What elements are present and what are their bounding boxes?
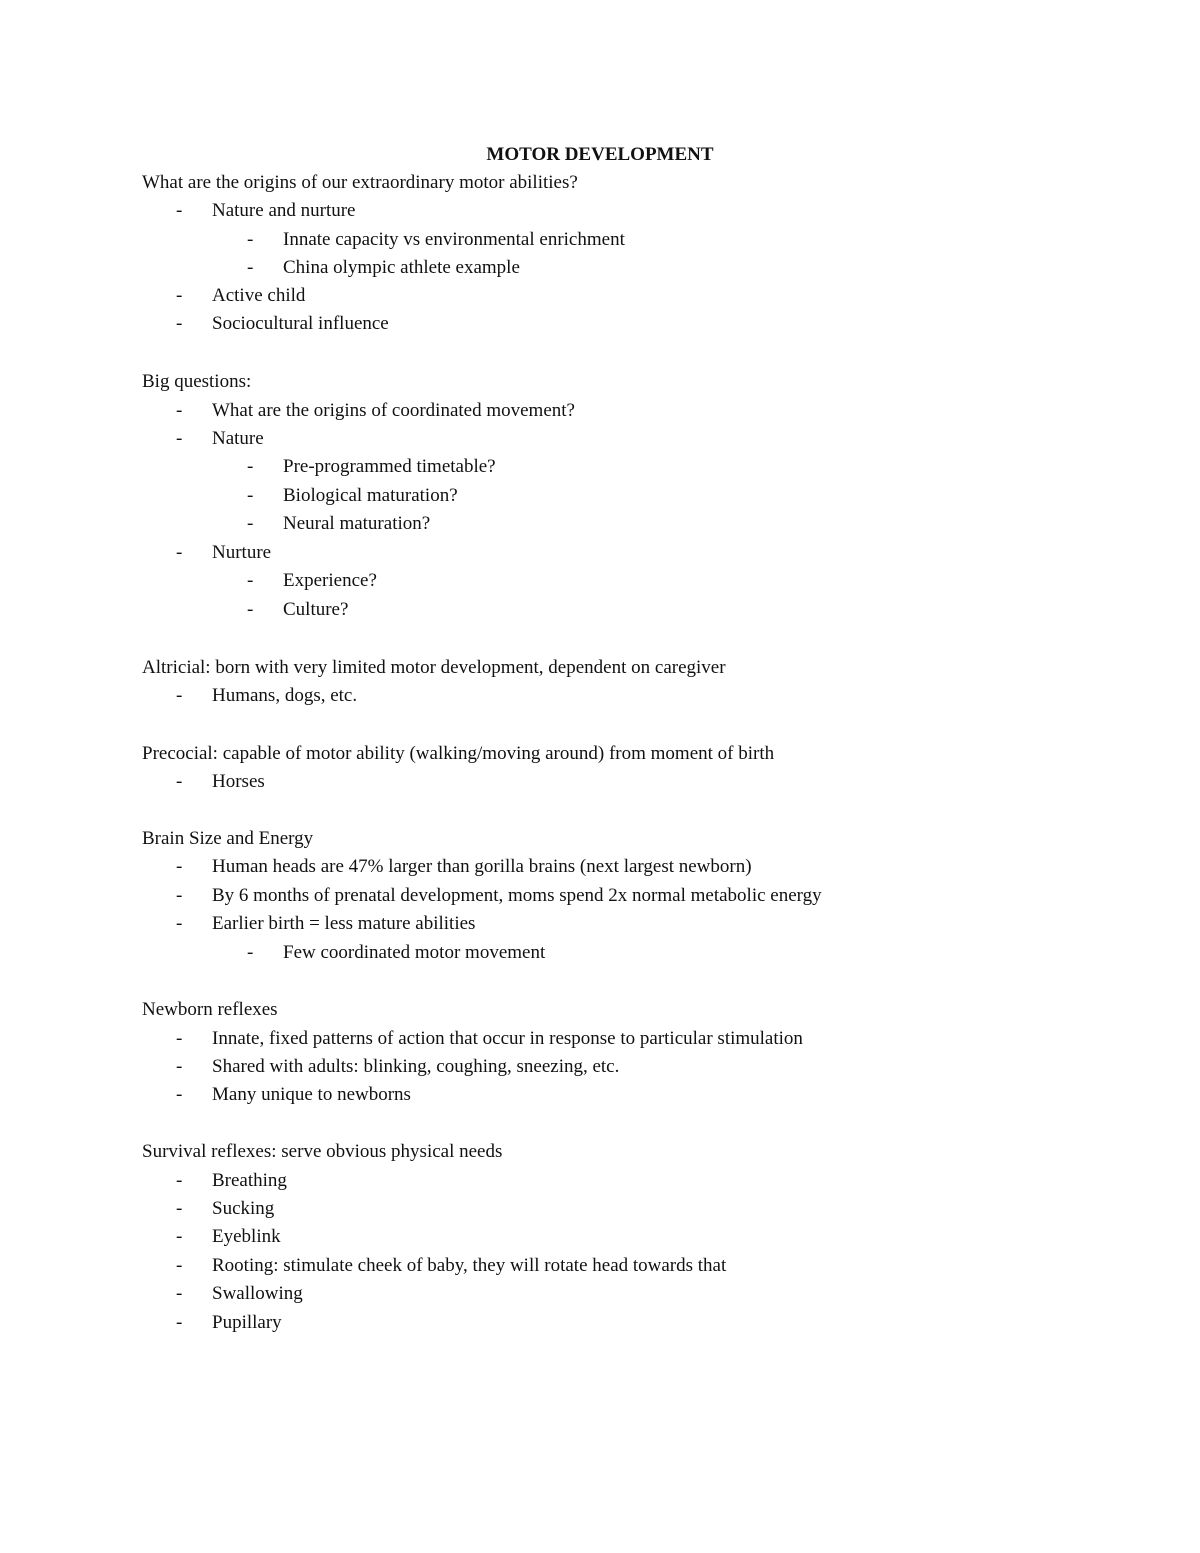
line-text: Shared with adults: blinking, coughing, sneezing, etc. bbox=[212, 1056, 620, 1077]
line-text: Nurture bbox=[212, 542, 272, 563]
line-text: Earlier birth = less mature abilities bbox=[212, 913, 476, 934]
bullet-dash: - bbox=[247, 570, 254, 591]
bullet-dash: - bbox=[176, 1283, 183, 1304]
line-text: Human heads are 47% larger than gorilla brains (next largest newborn) bbox=[212, 856, 752, 877]
line-text: Survival reflexes: serve obvious physical needs bbox=[142, 1141, 503, 1162]
line-text: Innate capacity vs environmental enrichment bbox=[283, 229, 625, 250]
bullet-dash: - bbox=[176, 1056, 183, 1077]
bullet-dash: - bbox=[247, 229, 254, 250]
bullet-dash: - bbox=[176, 685, 183, 706]
bullet-dash: - bbox=[176, 200, 183, 221]
line-text: Many unique to newborns bbox=[212, 1084, 411, 1105]
line-text: Breathing bbox=[212, 1170, 287, 1191]
bullet-dash: - bbox=[176, 542, 183, 563]
bullet-dash: - bbox=[247, 942, 254, 963]
line-text: Pupillary bbox=[212, 1312, 282, 1333]
line-text: Sociocultural influence bbox=[212, 313, 389, 334]
bullet-dash: - bbox=[247, 485, 254, 506]
line-text: Newborn reflexes bbox=[142, 999, 278, 1020]
line-text: Sucking bbox=[212, 1198, 275, 1219]
line-text: Experience? bbox=[283, 570, 377, 591]
bullet-dash: - bbox=[176, 771, 183, 792]
line-text: Brain Size and Energy bbox=[142, 828, 314, 849]
line-text: Altricial: born with very limited motor development, dependent on caregiver bbox=[142, 657, 726, 678]
line-text: Big questions: bbox=[142, 371, 252, 392]
bullet-dash: - bbox=[176, 1084, 183, 1105]
bullet-dash: - bbox=[176, 1226, 183, 1247]
line-text: Pre-programmed timetable? bbox=[283, 456, 496, 477]
line-text: Nature bbox=[212, 428, 264, 449]
bullet-dash: - bbox=[247, 456, 254, 477]
bullet-dash: - bbox=[176, 856, 183, 877]
line-text: Innate, fixed patterns of action that occur in response to particular stimulation bbox=[212, 1028, 803, 1049]
line-text: Humans, dogs, etc. bbox=[212, 685, 358, 706]
line-text: Culture? bbox=[283, 599, 349, 620]
bullet-dash: - bbox=[247, 599, 254, 620]
bullet-dash: - bbox=[176, 1028, 183, 1049]
line-text: Nature and nurture bbox=[212, 200, 356, 221]
line-text: Rooting: stimulate cheek of baby, they will rotate head towards that bbox=[212, 1255, 727, 1276]
bullet-dash: - bbox=[176, 1198, 183, 1219]
line-text: Eyeblink bbox=[212, 1226, 281, 1247]
bullet-dash: - bbox=[176, 1312, 183, 1333]
bullet-dash: - bbox=[176, 428, 183, 449]
line-text: By 6 months of prenatal development, moms spend 2x normal metabolic energy bbox=[212, 885, 822, 906]
line-text: Biological maturation? bbox=[283, 485, 458, 506]
line-text: What are the origins of our extraordinary motor abilities? bbox=[142, 172, 578, 193]
line-text: What are the origins of coordinated movement? bbox=[212, 400, 575, 421]
line-text: Neural maturation? bbox=[283, 513, 431, 534]
line-text: Few coordinated motor movement bbox=[283, 942, 546, 963]
bullet-dash: - bbox=[247, 513, 254, 534]
bullet-dash: - bbox=[176, 400, 183, 421]
bullet-dash: - bbox=[247, 257, 254, 278]
bullet-dash: - bbox=[176, 885, 183, 906]
line-text: Active child bbox=[212, 285, 306, 306]
bullet-dash: - bbox=[176, 1170, 183, 1191]
line-text: Precocial: capable of motor ability (walking/moving around) from moment of birth bbox=[142, 743, 775, 764]
bullet-dash: - bbox=[176, 1255, 183, 1276]
line-text: China olympic athlete example bbox=[283, 257, 520, 278]
line-text: Swallowing bbox=[212, 1283, 303, 1304]
page-title: MOTOR DEVELOPMENT bbox=[486, 144, 714, 165]
line-text: Horses bbox=[212, 771, 265, 792]
bullet-dash: - bbox=[176, 313, 183, 334]
bullet-dash: - bbox=[176, 285, 183, 306]
bullet-dash: - bbox=[176, 913, 183, 934]
